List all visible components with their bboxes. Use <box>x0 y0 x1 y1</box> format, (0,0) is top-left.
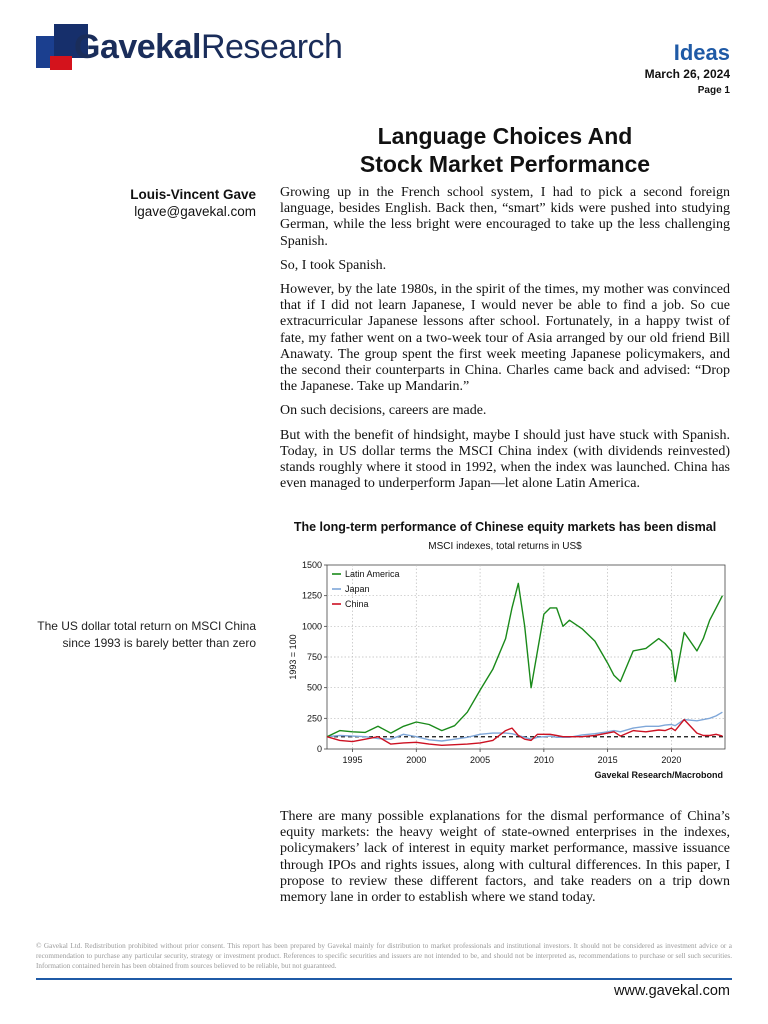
y-tick-label: 1000 <box>301 621 322 632</box>
y-axis-label: 1993 = 100 <box>288 634 298 680</box>
x-tick-label: 1995 <box>342 755 363 765</box>
paragraph: So, I took Spanish. <box>280 257 387 273</box>
x-tick-label: 2020 <box>661 755 682 765</box>
website-link[interactable]: www.gavekal.com <box>613 983 730 999</box>
publication-date: March 26, 2024 <box>644 67 730 81</box>
author-block <box>130 186 256 220</box>
legend-label: Japan <box>345 584 370 594</box>
chart-subtitle: MSCI indexes, total returns in US$ <box>428 541 582 552</box>
logo-wordmark: GavekalResearch <box>74 28 343 66</box>
paragraph: There are many possible explanations for the dismal performance of China’s equity markets: the heavy weight of state-owned enterprises in the indexes, policymakers’ lack of interest in equity market performance, massive issuance through IPOs and rights issues, along with cultural differences. In this paper, I propose to review these different factors, and take readers on a trip down memory lane in order to establish where we stand today. <box>280 809 730 906</box>
logo-square-red <box>50 56 72 70</box>
chart-source: Gavekal Research/Macrobond <box>594 770 723 780</box>
gavekal-research-logo <box>36 22 343 78</box>
title-line-2: Stock Market Performance <box>359 151 651 177</box>
y-tick-label: 0 <box>316 744 322 754</box>
y-tick-label: 1250 <box>301 590 322 601</box>
legend-label: Latin America <box>345 569 400 579</box>
paragraph: But with the benefit of hindsight, maybe I should just have stuck with Spanish. Today, in US dollar terms the MSCI China index (with dividends reinvested) stands roughly where it stood in 1992, when the index was launched. China has even managed to underperform Japan—let alone Latin America. <box>280 427 730 492</box>
section-label: Ideas <box>673 40 730 65</box>
x-tick-label: 2015 <box>597 755 618 765</box>
author-email[interactable]: lgave@gavekal.com <box>134 204 256 219</box>
article-body-closing <box>280 809 730 906</box>
x-tick-label: 2005 <box>470 755 491 765</box>
author-name: Louis-Vincent Gave <box>130 187 256 202</box>
chart-title: The long-term performance of Chinese equity markets has been dismal <box>293 520 717 534</box>
article-body-intro <box>280 185 730 500</box>
paragraph: Growing up in the French school system, I had to pick a second foreign language, besides English. Back then, “smart” kids were pushed into studying German, while the less bright were encouraged to take up the less challenging Spanish. <box>280 185 730 249</box>
y-tick-label: 750 <box>306 652 322 662</box>
y-tick-label: 1500 <box>301 560 322 570</box>
paragraph: On such decisions, careers are made. <box>280 403 487 419</box>
document-meta <box>645 40 730 100</box>
x-tick-label: 2010 <box>533 755 554 765</box>
article-title <box>280 122 730 178</box>
y-tick-label: 500 <box>306 682 322 693</box>
paragraph: However, by the late 1980s, in the spirit of the times, my mother was convinced that if I did not learn Japanese, I would never be able to find a job. So cue extracurricular Japanese lessons after school. Fortunately, in a happy twist of fate, my father went on a two-week tour of Asia arranged by our old friend Bill Anawaty. The group spent the first week meeting Japanese policymakers, and the second their counterparts in China. Charles came back and advised: “Drop the Japanese. Take up Mandarin.” <box>280 282 730 395</box>
page-number: Page 1 <box>697 85 730 96</box>
legend-label: China <box>345 599 369 609</box>
legal-disclaimer: © Gavekal Ltd. Redistribution prohibited without prior consent. This report has been prepared by Gavekal mainly for distribution to market professionals and institutional investors. It should not be considered as investment advice or a recommendation to purchase any particular security, strategy or investment product. References to specific securities and issuers are not intended to be, and should not be interpreted as, recommendations to purchase or sell such securities. Information contained herein has been obtained from sources believed to be reliable, but not guaranteed. <box>36 942 732 970</box>
title-line-1: Language Choices And <box>377 123 633 149</box>
performance-chart <box>280 555 730 770</box>
footer-divider <box>36 978 732 980</box>
x-tick-label: 2000 <box>406 755 427 765</box>
y-tick-label: 250 <box>306 713 322 724</box>
margin-note: The US dollar total return on MSCI China since 1993 is barely better than zero <box>37 619 256 650</box>
